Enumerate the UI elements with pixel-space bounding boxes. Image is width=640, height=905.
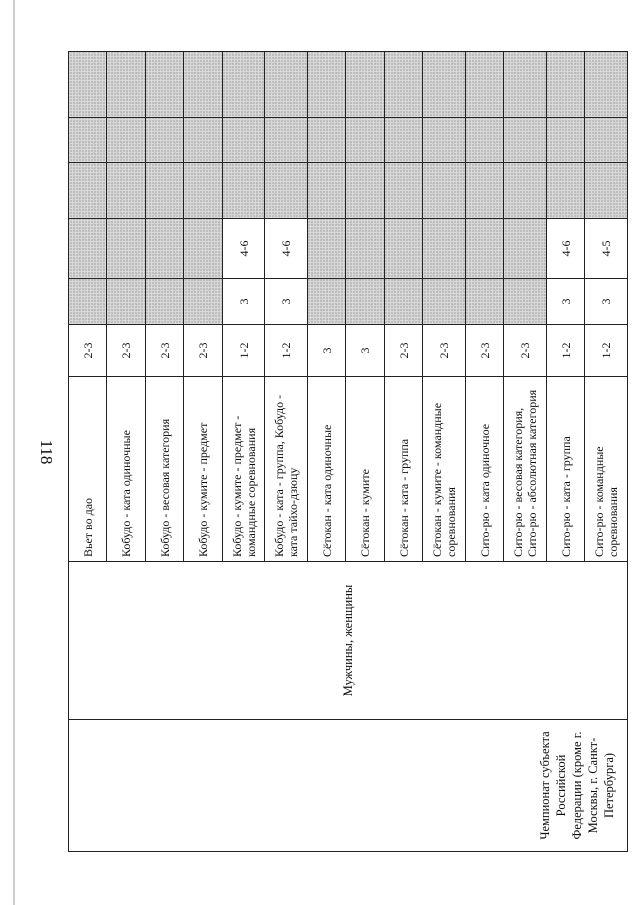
place-cell [384, 118, 422, 163]
place-cell [145, 279, 183, 325]
place-cell [145, 118, 183, 163]
place-cell [384, 52, 422, 118]
place-cell [145, 52, 183, 118]
place-cell [346, 52, 384, 118]
place-cell [307, 52, 345, 118]
place-cell [184, 52, 222, 118]
place-cell: 4-6 [222, 219, 265, 279]
place-cell: 1-2 [222, 325, 265, 377]
place-cell [423, 279, 466, 325]
place-cell [384, 219, 422, 279]
place-cell: 3 [585, 279, 628, 325]
place-cell: 3 [265, 279, 308, 325]
place-cell [222, 163, 265, 219]
place-cell: 2-3 [145, 325, 183, 377]
place-cell [585, 52, 628, 118]
subject-cell: Чемпионат субъекта Российской Федерации (кроме г. Москвы, г. Санкт-Петербурга) [69, 720, 628, 852]
place-cell: 2-3 [384, 325, 422, 377]
place-cell [145, 163, 183, 219]
place-cell [504, 118, 547, 163]
place-cell [265, 118, 308, 163]
place-cell: 2-3 [107, 325, 145, 377]
place-cell: 2-3 [184, 325, 222, 377]
place-cell [184, 279, 222, 325]
discipline-cell: Кобудо - ката одиночные [107, 377, 145, 562]
page-number: 118 [37, 439, 56, 465]
place-cell [504, 279, 547, 325]
place-cell [504, 219, 547, 279]
discipline-cell: Сито-рю - ката одиночное [465, 377, 503, 562]
discipline-cell: Вьет во дао [69, 377, 107, 562]
place-cell [222, 52, 265, 118]
place-cell [69, 52, 107, 118]
discipline-cell: Сётокан - кумите [346, 377, 384, 562]
place-cell [222, 118, 265, 163]
place-cell [465, 163, 503, 219]
place-cell: 3 [222, 279, 265, 325]
place-cell [69, 118, 107, 163]
place-cell: 3 [546, 279, 584, 325]
place-cell: 2-3 [69, 325, 107, 377]
page-edge [13, 0, 15, 905]
place-cell: 2-3 [423, 325, 466, 377]
place-cell: 2-3 [465, 325, 503, 377]
place-cell [346, 163, 384, 219]
place-cell [423, 163, 466, 219]
place-cell [465, 219, 503, 279]
discipline-cell: Кобудо - весовая категория [145, 377, 183, 562]
place-cell: 4-6 [546, 219, 584, 279]
sports-ranking-table [68, 51, 628, 852]
place-cell [184, 219, 222, 279]
place-cell [465, 118, 503, 163]
place-cell [546, 163, 584, 219]
place-cell [184, 118, 222, 163]
place-cell [504, 163, 547, 219]
place-cell [107, 279, 145, 325]
place-cell [184, 163, 222, 219]
place-cell [423, 52, 466, 118]
place-cell [307, 279, 345, 325]
place-cell [107, 163, 145, 219]
place-cell [585, 118, 628, 163]
place-cell [546, 118, 584, 163]
gender-cell: Мужчины, женщины [69, 562, 628, 720]
discipline-cell: Кобудо - кумите - предмет [184, 377, 222, 562]
place-cell [346, 219, 384, 279]
discipline-cell: Кобудо - ката - группа, Кобудо - ката тайхо-дзюцу [265, 377, 308, 562]
place-cell [346, 279, 384, 325]
place-cell: 1-2 [546, 325, 584, 377]
place-cell [504, 52, 547, 118]
place-cell [69, 219, 107, 279]
place-cell [265, 52, 308, 118]
discipline-cell: Сётокан - кумите - командные соревнования [423, 377, 466, 562]
place-cell [423, 219, 466, 279]
discipline-cell: Сито-рю - весовая категория, Сито-рю - абсолютная категория [504, 377, 547, 562]
place-cell [423, 118, 466, 163]
rotated-table-container [68, 52, 628, 852]
place-cell [465, 279, 503, 325]
place-cell: 3 [307, 325, 345, 377]
place-cell [307, 163, 345, 219]
place-cell [145, 219, 183, 279]
discipline-cell: Сётокан - ката - группа [384, 377, 422, 562]
place-cell: 4-5 [585, 219, 628, 279]
place-cell [307, 219, 345, 279]
table-row [69, 52, 107, 852]
place-cell: 2-3 [504, 325, 547, 377]
discipline-cell: Кобудо - кумите - предмет - командные соревнования [222, 377, 265, 562]
discipline-cell: Сётокан - ката одиночные [307, 377, 345, 562]
place-cell: 3 [346, 325, 384, 377]
place-cell [69, 279, 107, 325]
place-cell [107, 219, 145, 279]
place-cell [346, 118, 384, 163]
place-cell [384, 279, 422, 325]
place-cell [546, 52, 584, 118]
discipline-cell: Сито-рю - командные соревнования [585, 377, 628, 562]
place-cell [265, 163, 308, 219]
place-cell [307, 118, 345, 163]
place-cell [69, 163, 107, 219]
place-cell [107, 52, 145, 118]
place-cell [107, 118, 145, 163]
place-cell: 4-6 [265, 219, 308, 279]
place-cell: 1-2 [585, 325, 628, 377]
place-cell: 1-2 [265, 325, 308, 377]
place-cell [384, 163, 422, 219]
discipline-cell: Сито-рю - ката - группа [546, 377, 584, 562]
place-cell [465, 52, 503, 118]
place-cell [585, 163, 628, 219]
